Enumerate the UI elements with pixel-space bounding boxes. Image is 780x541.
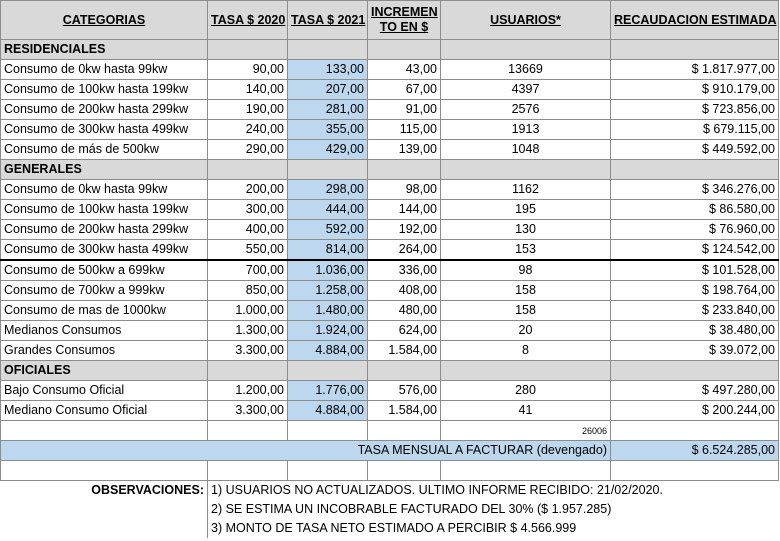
section-title: GENERALES <box>1 160 208 180</box>
tasa-2021-cell: 4.884,00 <box>288 341 368 361</box>
usuarios-cell: 98 <box>441 260 611 281</box>
tasa-2020-cell: 90,00 <box>208 60 288 80</box>
empty-cell <box>288 421 368 441</box>
incremento-cell: 480,00 <box>368 301 441 321</box>
table-row <box>1 120 779 140</box>
category-cell: Consumo de 100kw hasta 199kw <box>1 200 208 220</box>
tasa-2020-cell: 140,00 <box>208 80 288 100</box>
usuarios-cell: 8 <box>441 341 611 361</box>
tasa-2021-cell: 1.480,00 <box>288 301 368 321</box>
category-cell: Bajo Consumo Oficial <box>1 381 208 401</box>
empty-cell <box>208 160 288 180</box>
table-row <box>1 321 779 341</box>
tasa-2020-cell: 1.200,00 <box>208 381 288 401</box>
tasa-2020-cell: 1.300,00 <box>208 321 288 341</box>
tasa-2021-cell: 814,00 <box>288 240 368 261</box>
empty-cell <box>611 421 779 441</box>
empty-cell <box>611 40 779 60</box>
tasa-2021-cell: 592,00 <box>288 220 368 240</box>
incremento-cell: 408,00 <box>368 281 441 301</box>
observation-item: 2) SE ESTIMA UN INCOBRABLE FACTURADO DEL 30% ($ 1.957.285) <box>211 502 612 516</box>
empty-cell <box>441 461 611 481</box>
empty-cell <box>1 421 208 441</box>
recaudacion-cell: $ 101.528,00 <box>611 260 779 281</box>
empty-cell <box>611 361 779 381</box>
tasa-2020-cell: 400,00 <box>208 220 288 240</box>
category-cell: Consumo de 100kw hasta 199kw <box>1 80 208 100</box>
incremento-cell: 1.584,00 <box>368 341 441 361</box>
tasa-2021-cell: 298,00 <box>288 180 368 200</box>
section-title: RESIDENCIALES <box>1 40 208 60</box>
category-cell: Consumo de 300kw hasta 499kw <box>1 120 208 140</box>
tasa-2020-cell: 550,00 <box>208 240 288 261</box>
empty-cell <box>368 361 441 381</box>
recaudacion-cell: $ 449.592,00 <box>611 140 779 160</box>
empty-cell <box>208 40 288 60</box>
incremento-cell: 144,00 <box>368 200 441 220</box>
incremento-cell: 139,00 <box>368 140 441 160</box>
tasa-2020-cell: 700,00 <box>208 260 288 281</box>
incremento-cell: 264,00 <box>368 240 441 261</box>
tasa-2020-cell: 300,00 <box>208 200 288 220</box>
empty-cell <box>611 519 779 538</box>
empty-cell <box>611 160 779 180</box>
tasa-2021-cell: 429,00 <box>288 140 368 160</box>
recaudacion-cell: $ 723.856,00 <box>611 100 779 120</box>
observation-item: 1) USUARIOS NO ACTUALIZADOS. ULTIMO INFORME RECIBIDO: 21/02/2020. <box>211 483 663 497</box>
observation-row <box>1 500 779 519</box>
empty-cell <box>288 361 368 381</box>
tasa-2020-cell: 1.000,00 <box>208 301 288 321</box>
incremento-cell: 91,00 <box>368 100 441 120</box>
category-cell: Mediano Consumo Oficial <box>1 401 208 421</box>
table-row <box>1 180 779 200</box>
usuarios-cell: 130 <box>441 220 611 240</box>
tasa-2021-cell: 207,00 <box>288 80 368 100</box>
recaudacion-cell: $ 679.115,00 <box>611 120 779 140</box>
tasa-2020-cell: 850,00 <box>208 281 288 301</box>
usuarios-cell: 4397 <box>441 80 611 100</box>
incremento-cell: 192,00 <box>368 220 441 240</box>
observation-row <box>1 481 779 501</box>
recaudacion-cell: $ 86.580,00 <box>611 200 779 220</box>
total-value: $ 6.524.285,00 <box>611 441 779 461</box>
blank-row <box>1 461 779 481</box>
empty-cell <box>368 421 441 441</box>
incremento-cell: 576,00 <box>368 381 441 401</box>
table-row <box>1 381 779 401</box>
usuarios-cell: 1913 <box>441 120 611 140</box>
incremento-cell: 98,00 <box>368 180 441 200</box>
section-title: OFICIALES <box>1 361 208 381</box>
category-cell: Consumo de 500kw a 699kw <box>1 260 208 281</box>
observation-item: 3) MONTO DE TASA NETO ESTIMADO A PERCIBIR $ 4.566.999 <box>211 521 577 535</box>
table-row <box>1 341 779 361</box>
category-cell: Consumo de 200kw hasta 299kw <box>1 100 208 120</box>
empty-cell <box>288 461 368 481</box>
category-cell: Consumo de 200kw hasta 299kw <box>1 220 208 240</box>
incremento-cell: 336,00 <box>368 260 441 281</box>
section-row <box>1 40 779 60</box>
category-cell: Consumo de más de 500kw <box>1 140 208 160</box>
category-cell: Consumo de mas de 1000kw <box>1 301 208 321</box>
empty-cell <box>1 461 208 481</box>
usuarios-cell: 41 <box>441 401 611 421</box>
usuarios-cell: 20 <box>441 321 611 341</box>
empty-cell <box>288 40 368 60</box>
users-total: 26006 <box>441 421 611 441</box>
tasa-2021-cell: 133,00 <box>288 60 368 80</box>
usuarios-cell: 1162 <box>441 180 611 200</box>
tasa-2021-cell: 281,00 <box>288 100 368 120</box>
usuarios-cell: 158 <box>441 301 611 321</box>
recaudacion-cell: $ 1.817.977,00 <box>611 60 779 80</box>
tasa-2021-cell: 1.776,00 <box>288 381 368 401</box>
tasa-2021-cell: 4.884,00 <box>288 401 368 421</box>
recaudacion-cell: $ 76.960,00 <box>611 220 779 240</box>
tasa-2021-cell: 1.258,00 <box>288 281 368 301</box>
recaudacion-cell: $ 38.480,00 <box>611 321 779 341</box>
section-row <box>1 160 779 180</box>
empty-cell <box>1 519 208 538</box>
empty-cell <box>208 421 288 441</box>
observation-row <box>1 519 779 538</box>
table-row <box>1 281 779 301</box>
tasa-2020-cell: 240,00 <box>208 120 288 140</box>
tasa-2021-cell: 1.924,00 <box>288 321 368 341</box>
tasa-2021-cell: 444,00 <box>288 200 368 220</box>
table-row <box>1 301 779 321</box>
table-row <box>1 100 779 120</box>
section-row <box>1 361 779 381</box>
empty-cell <box>611 500 779 519</box>
incremento-cell: 67,00 <box>368 80 441 100</box>
header-recaudacion: RECAUDACION ESTIMADA <box>611 1 779 40</box>
header-incremento: INCREMEN TO EN $ <box>368 1 441 40</box>
usuarios-cell: 280 <box>441 381 611 401</box>
total-label: TASA MENSUAL A FACTURAR (devengado) <box>1 441 611 461</box>
incremento-cell: 43,00 <box>368 60 441 80</box>
tasa-2020-cell: 3.300,00 <box>208 401 288 421</box>
table-row <box>1 260 779 281</box>
tasa-2020-cell: 190,00 <box>208 100 288 120</box>
usuarios-cell: 1048 <box>441 140 611 160</box>
category-cell: Consumo de 0kw hasta 99kw <box>1 180 208 200</box>
empty-cell <box>368 160 441 180</box>
empty-cell <box>1 500 208 519</box>
header-usuarios: USUARIOS* <box>441 1 611 40</box>
tasa-2021-cell: 1.036,00 <box>288 260 368 281</box>
usuarios-cell: 153 <box>441 240 611 261</box>
recaudacion-cell: $ 233.840,00 <box>611 301 779 321</box>
usuarios-cell: 195 <box>441 200 611 220</box>
empty-cell <box>441 160 611 180</box>
users-total-row <box>1 421 779 441</box>
category-cell: Consumo de 300kw hasta 499kw <box>1 240 208 261</box>
category-cell: Medianos Consumos <box>1 321 208 341</box>
tasa-2020-cell: 3.300,00 <box>208 341 288 361</box>
table-row <box>1 140 779 160</box>
table-row <box>1 220 779 240</box>
tasa-2020-cell: 200,00 <box>208 180 288 200</box>
header-row <box>1 1 779 40</box>
recaudacion-cell: $ 124.542,00 <box>611 240 779 261</box>
table-row <box>1 60 779 80</box>
recaudacion-cell: $ 200.244,00 <box>611 401 779 421</box>
empty-cell <box>611 461 779 481</box>
empty-cell <box>208 461 288 481</box>
recaudacion-cell: $ 497.280,00 <box>611 381 779 401</box>
incremento-cell: 1.584,00 <box>368 401 441 421</box>
recaudacion-cell: $ 910.179,00 <box>611 80 779 100</box>
category-cell: Consumo de 700kw a 999kw <box>1 281 208 301</box>
header-categorias: CATEGORIAS <box>1 1 208 40</box>
incremento-cell: 624,00 <box>368 321 441 341</box>
table-row <box>1 240 779 261</box>
empty-cell <box>441 40 611 60</box>
usuarios-cell: 2576 <box>441 100 611 120</box>
empty-cell <box>368 461 441 481</box>
table-row <box>1 200 779 220</box>
table-row <box>1 80 779 100</box>
header-tasa-2021: TASA $ 2021 <box>288 1 368 40</box>
usuarios-cell: 158 <box>441 281 611 301</box>
recaudacion-cell: $ 198.764,00 <box>611 281 779 301</box>
empty-cell <box>288 160 368 180</box>
category-cell: Consumo de 0kw hasta 99kw <box>1 60 208 80</box>
recaudacion-cell: $ 346.276,00 <box>611 180 779 200</box>
recaudacion-cell: $ 39.072,00 <box>611 341 779 361</box>
incremento-cell: 115,00 <box>368 120 441 140</box>
header-tasa-2020: TASA $ 2020 <box>208 1 288 40</box>
usuarios-cell: 13669 <box>441 60 611 80</box>
observations-label: OBSERVACIONES: <box>1 481 208 501</box>
tasa-2021-cell: 355,00 <box>288 120 368 140</box>
empty-cell <box>441 361 611 381</box>
total-row <box>1 441 779 461</box>
tasa-2020-cell: 290,00 <box>208 140 288 160</box>
category-cell: Grandes Consumos <box>1 341 208 361</box>
table-row <box>1 401 779 421</box>
empty-cell <box>208 361 288 381</box>
empty-cell <box>368 40 441 60</box>
